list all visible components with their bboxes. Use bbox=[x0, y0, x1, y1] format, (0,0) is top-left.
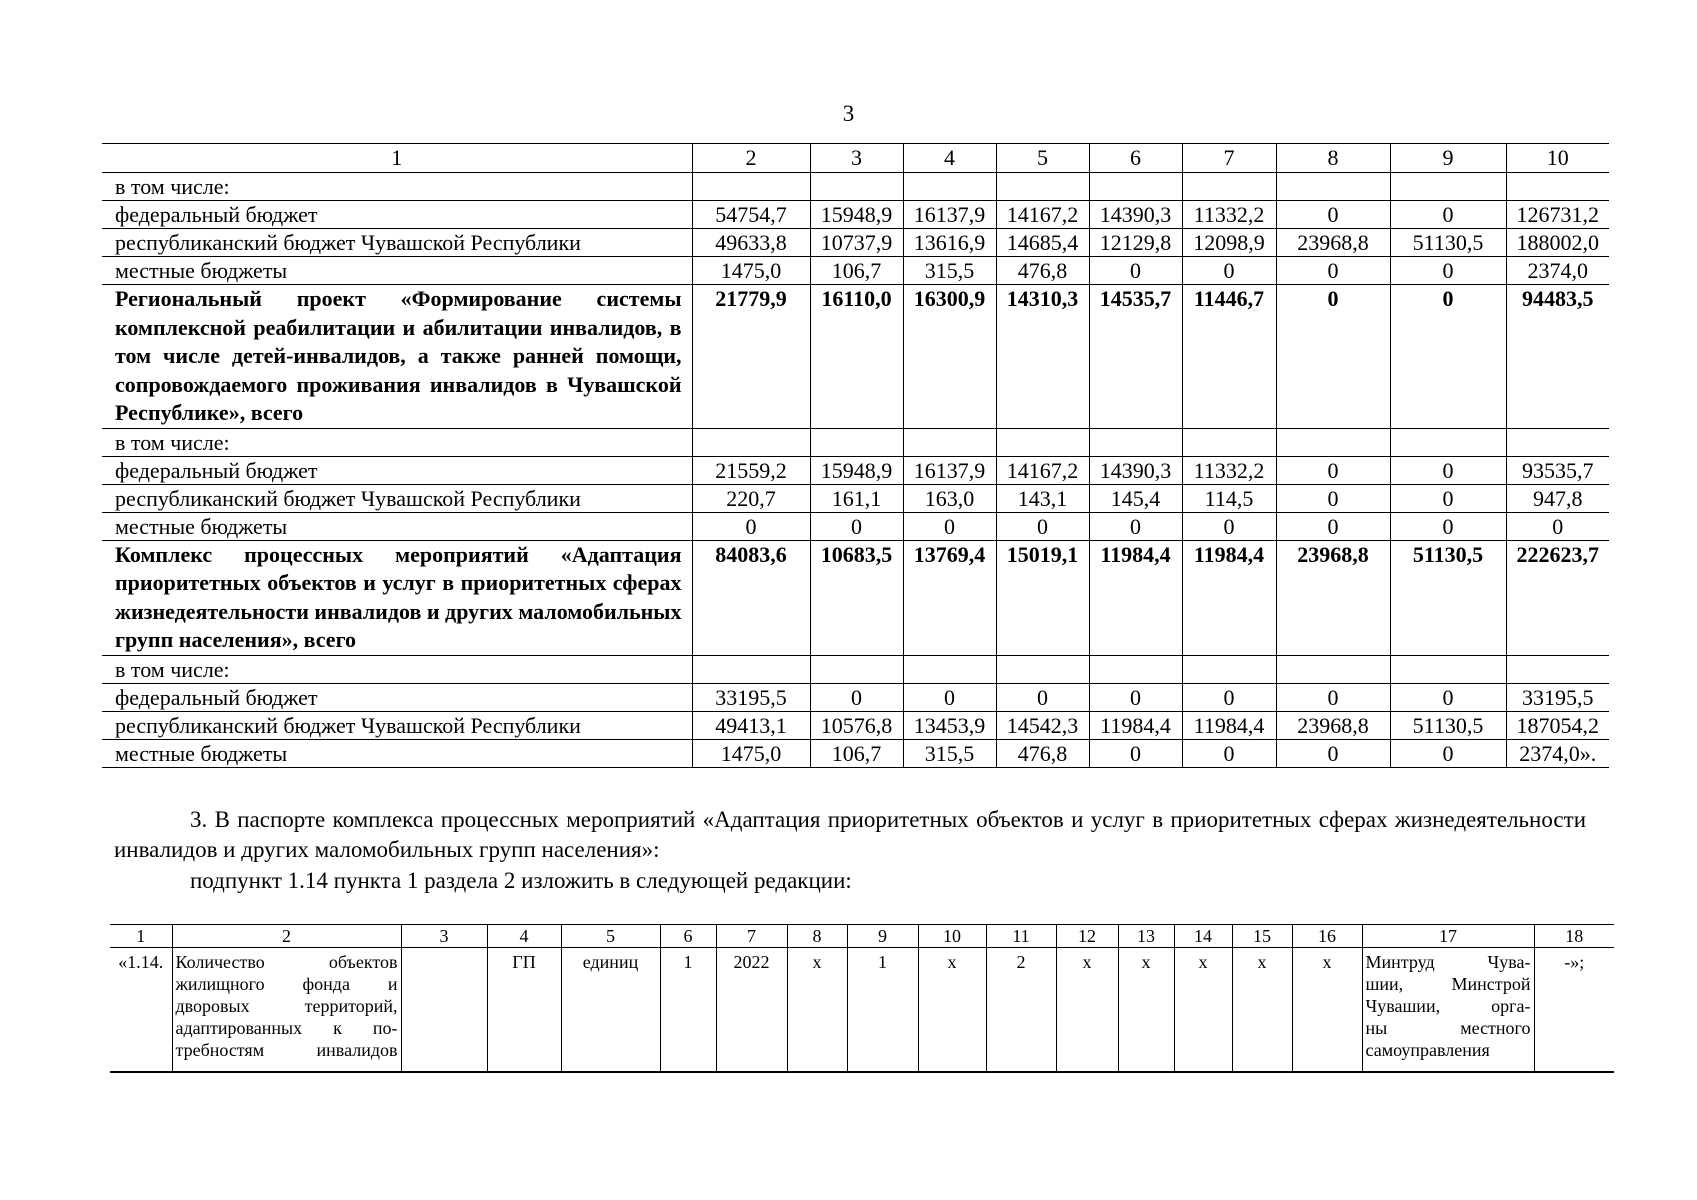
amount-cell: 0 bbox=[1182, 257, 1276, 285]
measures-cell: х bbox=[1232, 948, 1292, 1073]
amount-cell: 11332,2 bbox=[1182, 456, 1276, 484]
measures-column-number-12: 12 bbox=[1056, 925, 1118, 948]
amount-cell bbox=[1390, 655, 1506, 683]
measures-column-number-1: 1 bbox=[110, 925, 172, 948]
amount-cell: 0 bbox=[1089, 683, 1182, 711]
financing-row bbox=[102, 173, 1609, 201]
financing-row bbox=[102, 484, 1609, 512]
measures-header-row bbox=[110, 925, 1614, 948]
amount-cell: 14167,2 bbox=[996, 456, 1089, 484]
amount-cell: 13616,9 bbox=[903, 229, 996, 257]
amount-cell bbox=[996, 173, 1089, 201]
measures-cell: х bbox=[787, 948, 847, 1073]
amount-cell: 16137,9 bbox=[903, 201, 996, 229]
financing-row bbox=[102, 456, 1609, 484]
financing-row bbox=[102, 655, 1609, 683]
amount-cell: 0 bbox=[903, 512, 996, 540]
amount-cell: 106,7 bbox=[810, 739, 903, 767]
measures-cell: 2022 bbox=[716, 948, 787, 1073]
amount-cell: 1475,0 bbox=[692, 739, 810, 767]
amount-cell: 0 bbox=[1506, 512, 1609, 540]
amount-cell: 13769,4 bbox=[903, 540, 996, 655]
page-number: 3 bbox=[842, 101, 855, 126]
column-number-5: 5 bbox=[996, 144, 1089, 173]
financing-row bbox=[102, 285, 1609, 429]
amount-cell: 15948,9 bbox=[810, 201, 903, 229]
amount-cell: 188002,0 bbox=[1506, 229, 1609, 257]
amount-cell bbox=[996, 428, 1089, 456]
measures-column-number-14: 14 bbox=[1174, 925, 1232, 948]
cell-text-line: Минтруд Чува- bbox=[1365, 952, 1531, 972]
amount-cell: 0 bbox=[1089, 512, 1182, 540]
financing-table bbox=[102, 143, 1609, 768]
amount-cell: 14535,7 bbox=[1089, 285, 1182, 429]
column-number-6: 6 bbox=[1089, 144, 1182, 173]
amount-cell: 33195,5 bbox=[692, 683, 810, 711]
measures-cell: х bbox=[1118, 948, 1174, 1073]
measures-column-number-9: 9 bbox=[847, 925, 918, 948]
amount-cell: 23968,8 bbox=[1276, 540, 1390, 655]
amount-cell: 0 bbox=[1390, 739, 1506, 767]
amount-cell: 11984,4 bbox=[1182, 711, 1276, 739]
amount-cell: 0 bbox=[1276, 512, 1390, 540]
amount-cell bbox=[1506, 173, 1609, 201]
measures-cell: х bbox=[1056, 948, 1118, 1073]
financing-row bbox=[102, 739, 1609, 767]
amount-cell: 94483,5 bbox=[1506, 285, 1609, 429]
financing-header-row bbox=[102, 144, 1609, 173]
amount-cell: 163,0 bbox=[903, 484, 996, 512]
cell-text-line: самоуправления bbox=[1365, 1040, 1490, 1060]
measures-cell: ГП bbox=[487, 948, 561, 1073]
amount-cell: 51130,5 bbox=[1390, 711, 1506, 739]
amount-cell: 54754,7 bbox=[692, 201, 810, 229]
column-number-8: 8 bbox=[1276, 144, 1390, 173]
financing-row bbox=[102, 229, 1609, 257]
column-number-2: 2 bbox=[692, 144, 810, 173]
amount-cell bbox=[692, 428, 810, 456]
measures-column-number-6: 6 bbox=[660, 925, 716, 948]
amount-cell: 0 bbox=[1276, 456, 1390, 484]
measures-row-1-14 bbox=[110, 948, 1614, 1073]
amount-cell: 222623,7 bbox=[1506, 540, 1609, 655]
amount-cell: 10576,8 bbox=[810, 711, 903, 739]
cell-text-line: дворовых территорий, bbox=[175, 996, 398, 1016]
amount-cell: 13453,9 bbox=[903, 711, 996, 739]
financing-row bbox=[102, 711, 1609, 739]
amount-cell: 0 bbox=[996, 512, 1089, 540]
amount-cell: 15019,1 bbox=[996, 540, 1089, 655]
amount-cell: 0 bbox=[1390, 285, 1506, 429]
amount-cell bbox=[1089, 655, 1182, 683]
amount-cell: 220,7 bbox=[692, 484, 810, 512]
amount-cell: 0 bbox=[1276, 683, 1390, 711]
amount-cell: 11446,7 bbox=[1182, 285, 1276, 429]
amount-cell: 93535,7 bbox=[1506, 456, 1609, 484]
amount-cell: 14390,3 bbox=[1089, 456, 1182, 484]
measures-column-number-2: 2 bbox=[172, 925, 401, 948]
row-label: местные бюджеты bbox=[102, 739, 692, 767]
column-number-10: 10 bbox=[1506, 144, 1609, 173]
amount-cell bbox=[1276, 173, 1390, 201]
measures-cell: 1 bbox=[847, 948, 918, 1073]
amount-cell: 15948,9 bbox=[810, 456, 903, 484]
amount-cell: 84083,6 bbox=[692, 540, 810, 655]
amount-cell: 11984,4 bbox=[1089, 711, 1182, 739]
amount-cell: 49633,8 bbox=[692, 229, 810, 257]
amount-cell bbox=[810, 428, 903, 456]
amount-cell: 161,1 bbox=[810, 484, 903, 512]
amount-cell: 12098,9 bbox=[1182, 229, 1276, 257]
row-label: республиканский бюджет Чувашской Республики bbox=[102, 229, 692, 257]
measures-cell bbox=[401, 948, 487, 1073]
measures-cell: х bbox=[1292, 948, 1362, 1073]
amount-cell: 0 bbox=[810, 512, 903, 540]
amount-cell: 12129,8 bbox=[1089, 229, 1182, 257]
amount-cell: 14310,3 bbox=[996, 285, 1089, 429]
row-label: в том числе: bbox=[102, 428, 692, 456]
amount-cell: 106,7 bbox=[810, 257, 903, 285]
row-label: федеральный бюджет bbox=[102, 456, 692, 484]
amount-cell bbox=[1276, 428, 1390, 456]
cell-text-line: Чувашии, орга- bbox=[1365, 996, 1531, 1016]
amount-cell bbox=[1182, 655, 1276, 683]
amount-cell: 0 bbox=[1089, 739, 1182, 767]
amount-cell bbox=[996, 655, 1089, 683]
column-number-4: 4 bbox=[903, 144, 996, 173]
amount-cell: 0 bbox=[1276, 257, 1390, 285]
cell-text-line: шии, Минстрой bbox=[1365, 974, 1531, 994]
amount-cell: 23968,8 bbox=[1276, 711, 1390, 739]
amount-cell bbox=[1182, 173, 1276, 201]
amount-cell: 21779,9 bbox=[692, 285, 810, 429]
cell-text-line: адаптированных к по- bbox=[175, 1018, 398, 1038]
row-label: Региональный проект «Формирование системы комплексной реабилитации и абилитации инвалидов, в том числе детей-инвалидов, а также ранней помощи, сопровождаемого проживания инвалидов в Чувашской Республике», всего bbox=[102, 285, 692, 429]
measures-column-number-8: 8 bbox=[787, 925, 847, 948]
amount-cell: 23968,8 bbox=[1276, 229, 1390, 257]
amount-cell bbox=[1506, 655, 1609, 683]
amount-cell: 0 bbox=[1276, 739, 1390, 767]
amount-cell: 14542,3 bbox=[996, 711, 1089, 739]
amount-cell: 0 bbox=[1089, 257, 1182, 285]
measures-column-number-3: 3 bbox=[401, 925, 487, 948]
financing-row bbox=[102, 512, 1609, 540]
amount-cell: 126731,2 bbox=[1506, 201, 1609, 229]
financing-row bbox=[102, 540, 1609, 655]
amount-cell: 476,8 bbox=[996, 739, 1089, 767]
row-label: местные бюджеты bbox=[102, 512, 692, 540]
amount-cell: 0 bbox=[1182, 683, 1276, 711]
amount-cell: 10683,5 bbox=[810, 540, 903, 655]
measures-cell: «1.14. bbox=[110, 948, 172, 1073]
amount-cell: 315,5 bbox=[903, 257, 996, 285]
amount-cell: 16110,0 bbox=[810, 285, 903, 429]
amount-cell bbox=[810, 655, 903, 683]
financing-row bbox=[102, 428, 1609, 456]
amount-cell bbox=[692, 173, 810, 201]
amount-cell bbox=[692, 655, 810, 683]
amount-cell bbox=[1276, 655, 1390, 683]
amount-cell: 0 bbox=[810, 683, 903, 711]
measures-column-number-13: 13 bbox=[1118, 925, 1174, 948]
measures-column-number-11: 11 bbox=[986, 925, 1056, 948]
measures-cell: единиц bbox=[561, 948, 660, 1073]
row-label: республиканский бюджет Чувашской Республики bbox=[102, 484, 692, 512]
measures-cell: 2 bbox=[986, 948, 1056, 1073]
amount-cell: 0 bbox=[1276, 285, 1390, 429]
amount-cell: 0 bbox=[903, 683, 996, 711]
measures-column-number-15: 15 bbox=[1232, 925, 1292, 948]
measures-cell: х bbox=[918, 948, 986, 1073]
measures-cell: -»; bbox=[1534, 948, 1614, 1073]
cell-text-line: жилищного фонда и bbox=[175, 974, 398, 994]
amount-cell: 0 bbox=[996, 683, 1089, 711]
amount-cell: 11332,2 bbox=[1182, 201, 1276, 229]
amount-cell bbox=[903, 428, 996, 456]
measures-column-number-4: 4 bbox=[487, 925, 561, 948]
financing-row bbox=[102, 683, 1609, 711]
measures-column-number-16: 16 bbox=[1292, 925, 1362, 948]
measures-table bbox=[110, 924, 1614, 1073]
amount-cell: 10737,9 bbox=[810, 229, 903, 257]
column-number-7: 7 bbox=[1182, 144, 1276, 173]
amendment-paragraph: 3. В паспорте комплекса процессных мероприятий «Адаптация приоритетных объектов и услуг в приоритетных сферах жизнедеятельности инвалидов и других маломобильных групп населения»: bbox=[114, 807, 1586, 862]
row-label: республиканский бюджет Чувашской Республики bbox=[102, 711, 692, 739]
amount-cell: 315,5 bbox=[903, 739, 996, 767]
column-number-3: 3 bbox=[810, 144, 903, 173]
amount-cell: 0 bbox=[1182, 739, 1276, 767]
amount-cell: 114,5 bbox=[1182, 484, 1276, 512]
row-label: федеральный бюджет bbox=[102, 201, 692, 229]
amount-cell: 14167,2 bbox=[996, 201, 1089, 229]
amount-cell: 0 bbox=[1276, 201, 1390, 229]
row-label: Комплекс процессных мероприятий «Адаптация приоритетных объектов и услуг в приоритетных сферах жизнедеятельности инвалидов и других маломобильных групп населения», всего bbox=[102, 540, 692, 655]
amount-cell: 11984,4 bbox=[1182, 540, 1276, 655]
amount-cell: 16300,9 bbox=[903, 285, 996, 429]
amendment-subparagraph: подпункт 1.14 пункта 1 раздела 2 изложить в следующей редакции: bbox=[190, 868, 852, 893]
measures-column-number-5: 5 bbox=[561, 925, 660, 948]
cell-text-line: требностям инвалидов bbox=[175, 1040, 398, 1060]
amount-cell: 14685,4 bbox=[996, 229, 1089, 257]
amount-cell: 0 bbox=[1390, 484, 1506, 512]
amount-cell bbox=[1089, 428, 1182, 456]
measures-cell: х bbox=[1174, 948, 1232, 1073]
amount-cell: 0 bbox=[1390, 683, 1506, 711]
financing-row bbox=[102, 257, 1609, 285]
amount-cell: 33195,5 bbox=[1506, 683, 1609, 711]
responsible-executors-cell bbox=[1362, 948, 1534, 1073]
amount-cell: 187054,2 bbox=[1506, 711, 1609, 739]
amount-cell: 0 bbox=[1276, 484, 1390, 512]
measures-column-number-18: 18 bbox=[1534, 925, 1614, 948]
amount-cell: 0 bbox=[1390, 512, 1506, 540]
amount-cell bbox=[1089, 173, 1182, 201]
amount-cell: 0 bbox=[1182, 512, 1276, 540]
amount-cell: 0 bbox=[1390, 456, 1506, 484]
column-number-1: 1 bbox=[102, 144, 692, 173]
amount-cell bbox=[810, 173, 903, 201]
amount-cell bbox=[1390, 428, 1506, 456]
amount-cell: 0 bbox=[692, 512, 810, 540]
column-number-9: 9 bbox=[1390, 144, 1506, 173]
financing-row bbox=[102, 201, 1609, 229]
row-label: местные бюджеты bbox=[102, 257, 692, 285]
amount-cell bbox=[1506, 428, 1609, 456]
amount-cell bbox=[1390, 173, 1506, 201]
row-label: федеральный бюджет bbox=[102, 683, 692, 711]
amount-cell: 145,4 bbox=[1089, 484, 1182, 512]
row-label: в том числе: bbox=[102, 655, 692, 683]
cell-text-line: ны местного bbox=[1365, 1018, 1531, 1038]
amount-cell: 16137,9 bbox=[903, 456, 996, 484]
amount-cell: 21559,2 bbox=[692, 456, 810, 484]
amount-cell: 476,8 bbox=[996, 257, 1089, 285]
amount-cell: 51130,5 bbox=[1390, 229, 1506, 257]
amount-cell: 2374,0 bbox=[1506, 257, 1609, 285]
measures-column-number-7: 7 bbox=[716, 925, 787, 948]
amount-cell: 51130,5 bbox=[1390, 540, 1506, 655]
amount-cell: 11984,4 bbox=[1089, 540, 1182, 655]
amount-cell: 0 bbox=[1390, 201, 1506, 229]
measures-cell: 1 bbox=[660, 948, 716, 1073]
amount-cell: 49413,1 bbox=[692, 711, 810, 739]
amount-cell: 14390,3 bbox=[1089, 201, 1182, 229]
cell-text-line: Количество объектов bbox=[175, 952, 398, 972]
amount-cell: 0 bbox=[1390, 257, 1506, 285]
amount-cell: 143,1 bbox=[996, 484, 1089, 512]
row-label: в том числе: bbox=[102, 173, 692, 201]
indicator-name-cell bbox=[172, 948, 401, 1073]
amount-cell: 2374,0». bbox=[1506, 739, 1609, 767]
amount-cell bbox=[1182, 428, 1276, 456]
measures-column-number-17: 17 bbox=[1362, 925, 1534, 948]
amount-cell: 947,8 bbox=[1506, 484, 1609, 512]
amount-cell: 1475,0 bbox=[692, 257, 810, 285]
measures-column-number-10: 10 bbox=[918, 925, 986, 948]
amount-cell bbox=[903, 173, 996, 201]
amount-cell bbox=[903, 655, 996, 683]
